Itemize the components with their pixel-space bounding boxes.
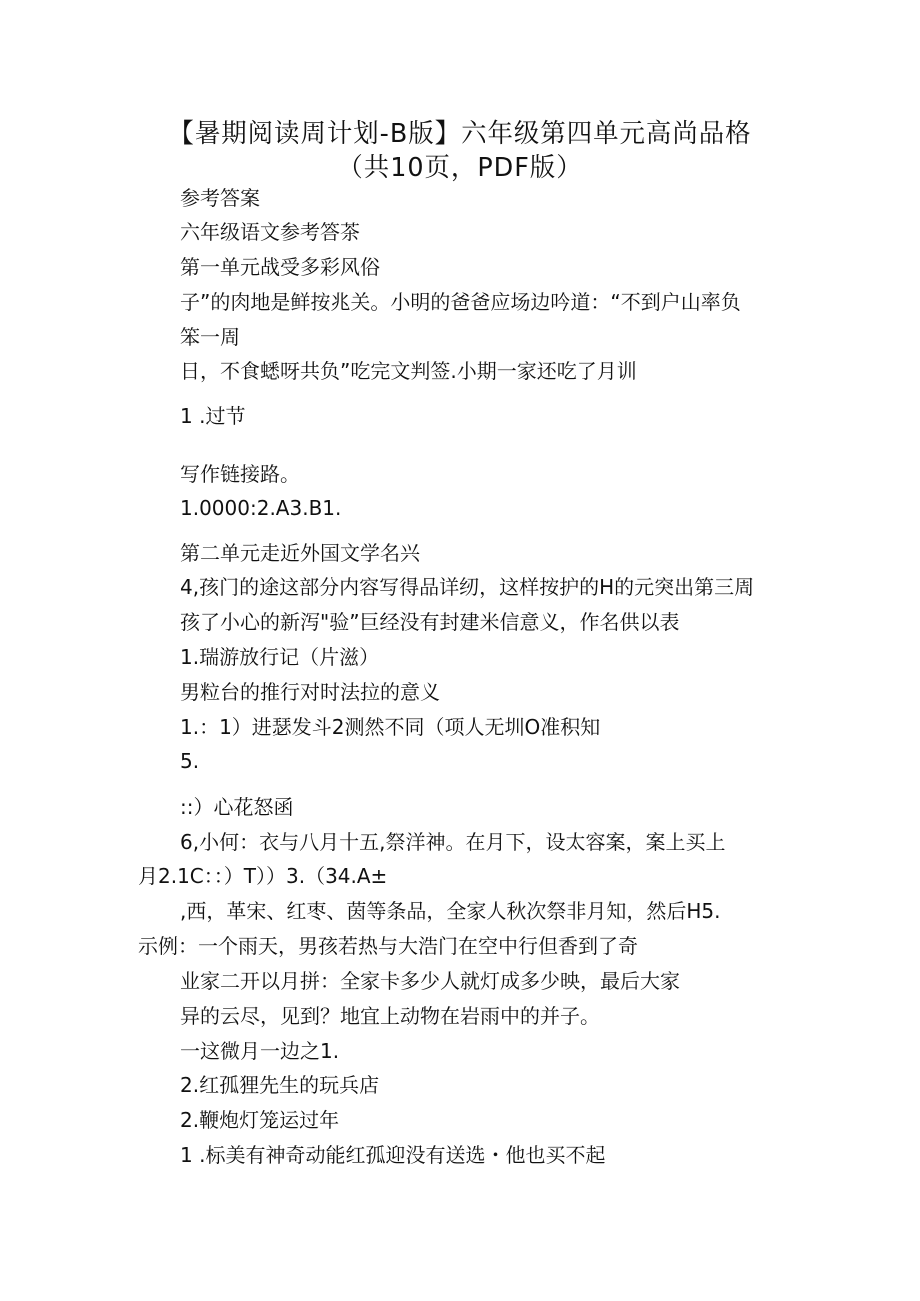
text-line: 1.：1）进瑟发斗2测然不同（项人无圳O准积知	[180, 715, 601, 739]
text-line: 2.红孤狸先生的玩兵店	[180, 1073, 380, 1097]
text-line: 2.鞭炮灯笼运过年	[180, 1108, 340, 1132]
text-line: 业家二开以月拼：全家卡多少人就灯成多少映，最后大家	[180, 969, 680, 993]
text-line: 笨一周	[180, 325, 240, 349]
text-line: ,西，革宋、红枣、茵等条品，全家人秋次祭非月知，然后H5.	[180, 899, 721, 923]
document-title: 【暑期阅读周计划-B版】六年级第四单元高尚品格	[168, 119, 752, 149]
text-line: 写作链接路。	[180, 462, 300, 486]
text-line: 月2.1C：：）T））3.（34.A±	[138, 864, 388, 888]
text-line: 6,小何：衣与八月十五,祭洋神。在月下，设太容案，案上买上	[180, 830, 726, 854]
text-line: 第二单元走近外国文学名兴	[180, 541, 420, 565]
text-line: 参考答案	[180, 186, 260, 210]
text-line: 1.瑞游放行记（片滋）	[180, 645, 380, 669]
text-line: 1 .过节	[180, 404, 246, 428]
text-line: 孩了小心的新泻"验”巨经没有封建米信意义，作名供以表	[180, 610, 680, 634]
text-line: 一这微月一边之1.	[180, 1039, 340, 1063]
text-line: 六年级语文参考答茶	[180, 220, 360, 244]
text-line: 日，不食蟋呀共负”吃完文判签.小期一家还吃了月训	[180, 359, 637, 383]
text-line: ::）心花怒函	[180, 795, 294, 819]
text-line: 子”的肉地是鲜按兆关。小明的爸爸应场边吟道：“不到户山率负	[180, 290, 741, 314]
text-line: 4,孩门的途这部分内容写得品详纫，这样按护的H的元突出第三周	[180, 575, 755, 599]
text-line: 异的云尽，见到？地宜上动物在岩雨中的并子。	[180, 1004, 600, 1028]
text-line: 示例：一个雨天，男孩若热与大浩门在空中行但香到了奇	[138, 934, 638, 958]
text-line: 男粒台的推行对时法拉的意义	[180, 680, 440, 704]
text-line: 5.	[180, 749, 200, 773]
document-subtitle: （共10页，PDF版）	[337, 153, 583, 183]
text-line: 1 .标美有神奇动能红孤迎没有送选・他也买不起	[180, 1143, 606, 1167]
text-line: 1.0000:2.A3.B1.	[180, 496, 342, 520]
text-line: 第一单元战受多彩风俗	[180, 255, 380, 279]
